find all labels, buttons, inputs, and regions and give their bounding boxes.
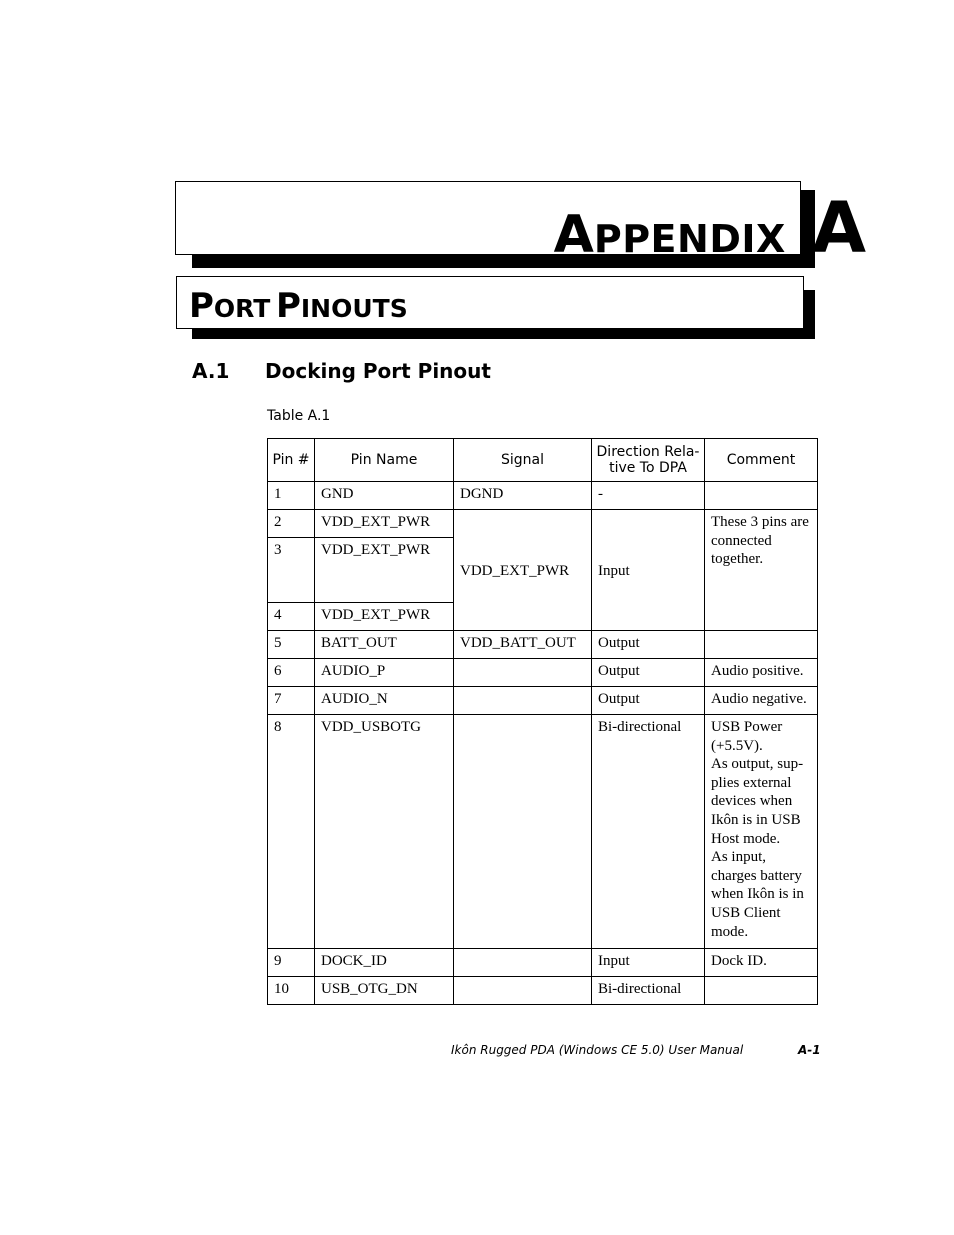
usb-power-comment: USB Power (+5.5V). As output, sup- plies external devices when Ikôn is in USB Host mode. As input, charges battery when Ikôn is in USB Client mode. xyxy=(711,719,804,940)
appendix-letter: A xyxy=(811,187,866,269)
table-caption: Table A.1 xyxy=(267,408,331,424)
footer-title: Ikôn Rugged PDA (Windows CE 5.0) User Manual xyxy=(451,1043,744,1057)
table-row: 3 VDD_EXT_PWR xyxy=(268,538,818,603)
page-number: A-1 xyxy=(798,1043,821,1057)
table-header-row xyxy=(268,439,818,482)
header-comment: Comment xyxy=(705,439,818,482)
header-signal: Signal xyxy=(454,439,592,482)
section-title: Docking Port Pinout xyxy=(265,359,491,383)
table-row: 7 AUDIO_N Output Audio negative. xyxy=(268,687,818,715)
table-row: 4 VDD_EXT_PWR xyxy=(268,603,818,631)
table-row: 5 BATT_OUT VDD_BATT_OUT Output xyxy=(268,631,818,659)
header-pin: Pin # xyxy=(268,439,315,482)
header-direction: Direction Rela- tive To DPA xyxy=(592,439,705,482)
table-row: 2 VDD_EXT_PWR VDD_EXT_PWR Input These 3 pins are connected together. xyxy=(268,510,818,538)
group-comment: These 3 pins are connected together. xyxy=(711,514,809,568)
table-row: 1 GND DGND - xyxy=(268,482,818,510)
group-direction: Input xyxy=(598,563,630,580)
table-row: 10 USB_OTG_DN Bi-directional xyxy=(268,977,818,1005)
section-number: A.1 xyxy=(192,359,230,383)
group-signal: VDD_EXT_PWR xyxy=(460,563,570,580)
table-row: 6 AUDIO_P Output Audio positive. xyxy=(268,659,818,687)
chapter-title: PORT PINOUTS xyxy=(189,286,408,326)
pinout-table xyxy=(267,438,818,1005)
table-row: 9 DOCK_ID Input Dock ID. xyxy=(268,949,818,977)
header-pin-name: Pin Name xyxy=(315,439,454,482)
appendix-heading: APPENDIX A xyxy=(553,187,866,269)
table-row: 8 VDD_USBOTG Bi-directional USB Power (+5.5V). As output, sup- plies external devices when Ikôn is in USB Host mode. As input, charges battery when Ikôn is in USB Client mode. xyxy=(268,715,818,949)
